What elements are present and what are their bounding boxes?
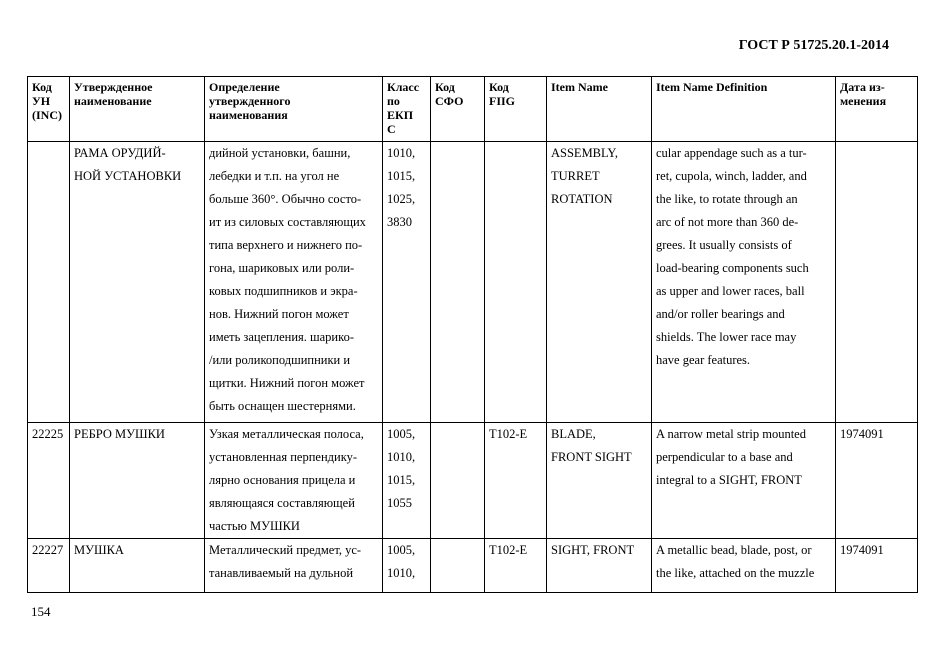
cell-line: Узкая металлическая полоса, [209, 427, 364, 441]
header-line: Код [32, 80, 52, 94]
col-header-name [70, 77, 205, 142]
cell-class [383, 539, 431, 593]
cell-date: 1974091 [836, 539, 918, 593]
cell-line: дийной установки, башни, [209, 146, 351, 160]
cell-line: являющаяся составляющей [209, 496, 355, 510]
table-body [28, 142, 918, 593]
cell-line: МУШКА [74, 543, 124, 557]
cell-line: 1025, [387, 192, 416, 206]
cell-line: нов. Нижний погон может [209, 307, 349, 321]
cell-line: щитки. Нижний погон может [209, 376, 365, 390]
cell-date [836, 142, 918, 423]
header-line: С [387, 122, 396, 136]
table-row [28, 423, 918, 539]
cell-line: НОЙ УСТАНОВКИ [74, 169, 182, 183]
cell-line: РАМА ОРУДИЙ- [74, 146, 166, 160]
cell-line: have gear features. [656, 353, 751, 367]
header-line: Утвержденное [74, 80, 153, 94]
cell-line: FRONT SIGHT [551, 450, 632, 464]
cell-name [70, 142, 205, 423]
header-line: (INC) [32, 108, 62, 122]
cell-sfo [431, 142, 485, 423]
cell-sfo [431, 423, 485, 539]
cell-line: 1010, [387, 146, 416, 160]
cell-line: as upper and lower races, ball [656, 284, 805, 298]
cell-fiig [485, 142, 547, 423]
cell-line: shields. The lower race may [656, 330, 797, 344]
col-header-item-name [547, 77, 652, 142]
table-header-row [28, 77, 918, 142]
cell-class [383, 142, 431, 423]
header-line: по [387, 94, 400, 108]
cell-line: integral to a SIGHT, FRONT [656, 473, 802, 487]
cell-line: 1005, [387, 543, 416, 557]
cell-line: and/or roller bearings and [656, 307, 785, 321]
header-line: ЕКП [387, 108, 414, 122]
cell-line: ROTATION [551, 192, 613, 206]
table-row [28, 539, 918, 593]
cell-line: grees. It usually consists of [656, 238, 792, 252]
cell-fiig: T102-E [485, 539, 547, 593]
header-line: УН [32, 94, 51, 108]
col-header-class [383, 77, 431, 142]
cell-line: the like, to rotate through an [656, 192, 798, 206]
cell-line: TURRET [551, 169, 600, 183]
cell-line: гона, шариковых или роли- [209, 261, 355, 275]
cell-line: 1015, [387, 169, 416, 183]
col-header-date [836, 77, 918, 142]
header-line: Код [489, 80, 509, 94]
specification-table [27, 76, 918, 593]
cell-line: лярно основания прицела и [209, 473, 356, 487]
cell-line: ret, cupola, winch, ladder, and [656, 169, 807, 183]
header-line: наименование [74, 94, 152, 108]
cell-line: arc of not more than 360 de- [656, 215, 799, 229]
cell-code [28, 142, 70, 423]
cell-line: A narrow metal strip mounted [656, 427, 806, 441]
cell-line: SIGHT, FRONT [551, 543, 635, 557]
header-line: Определение [209, 80, 280, 94]
header-line: Item Name Definition [656, 80, 768, 94]
cell-line: ит из силовых составляющих [209, 215, 366, 229]
col-header-code [28, 77, 70, 142]
cell-line: 1015, [387, 473, 416, 487]
cell-line: танавливаемый на дульной [209, 566, 354, 580]
cell-line: лебедки и т.п. на угол не [209, 169, 340, 183]
cell-item-name [547, 539, 652, 593]
cell-class [383, 423, 431, 539]
table-row [28, 142, 918, 423]
cell-definition [205, 142, 383, 423]
cell-line: типа верхнего и нижнего по- [209, 238, 363, 252]
cell-line: установленная перпендику- [209, 450, 357, 464]
cell-line: the like, attached on the muzzle [656, 566, 815, 580]
cell-sfo [431, 539, 485, 593]
header-line: Код [435, 80, 455, 94]
cell-line: быть оснащен шестернями. [209, 399, 356, 413]
cell-line: 1010, [387, 450, 416, 464]
cell-line: частью МУШКИ [209, 519, 300, 533]
cell-code: 22225 [28, 423, 70, 539]
cell-item-name [547, 423, 652, 539]
col-header-fiig [485, 77, 547, 142]
cell-line: A metallic bead, blade, post, or [656, 543, 812, 557]
cell-item-definition [652, 539, 836, 593]
cell-definition [205, 423, 383, 539]
header-line: утвержденного [209, 94, 291, 108]
cell-item-definition [652, 142, 836, 423]
header-line: менения [840, 94, 887, 108]
header-line: Класс [387, 80, 420, 94]
cell-line: /или роликоподшипники и [209, 353, 351, 367]
header-line: СФО [435, 94, 464, 108]
cell-line: РЕБРО МУШКИ [74, 427, 165, 441]
col-header-definition [205, 77, 383, 142]
document-header: ГОСТ Р 51725.20.1-2014 [738, 38, 889, 53]
cell-line: иметь зацепления. шарико- [209, 330, 354, 344]
cell-code: 22227 [28, 539, 70, 593]
cell-item-definition [652, 423, 836, 539]
cell-line: 3830 [387, 215, 412, 229]
col-header-sfo [431, 77, 485, 142]
cell-line: 1005, [387, 427, 416, 441]
header-line: Дата из- [840, 80, 885, 94]
cell-name [70, 539, 205, 593]
cell-line: cular appendage such as a tur- [656, 146, 807, 160]
cell-line: 1010, [387, 566, 416, 580]
header-line: Item Name [551, 80, 608, 94]
page-number: 154 [31, 604, 51, 619]
cell-line: ковых подшипников и экра- [209, 284, 358, 298]
cell-line: BLADE, [551, 427, 596, 441]
cell-line: 1055 [387, 496, 412, 510]
cell-fiig: T102-E [485, 423, 547, 539]
cell-definition [205, 539, 383, 593]
cell-line: Металлический предмет, ус- [209, 543, 362, 557]
header-line: FIIG [489, 94, 516, 108]
cell-line: ASSEMBLY, [551, 146, 618, 160]
col-header-item-definition [652, 77, 836, 142]
cell-item-name [547, 142, 652, 423]
cell-name [70, 423, 205, 539]
cell-line: perpendicular to a base and [656, 450, 793, 464]
cell-line: больше 360°. Обычно состо- [209, 192, 362, 206]
cell-line: load-bearing components such [656, 261, 809, 275]
cell-date: 1974091 [836, 423, 918, 539]
header-line: наименования [209, 108, 288, 122]
